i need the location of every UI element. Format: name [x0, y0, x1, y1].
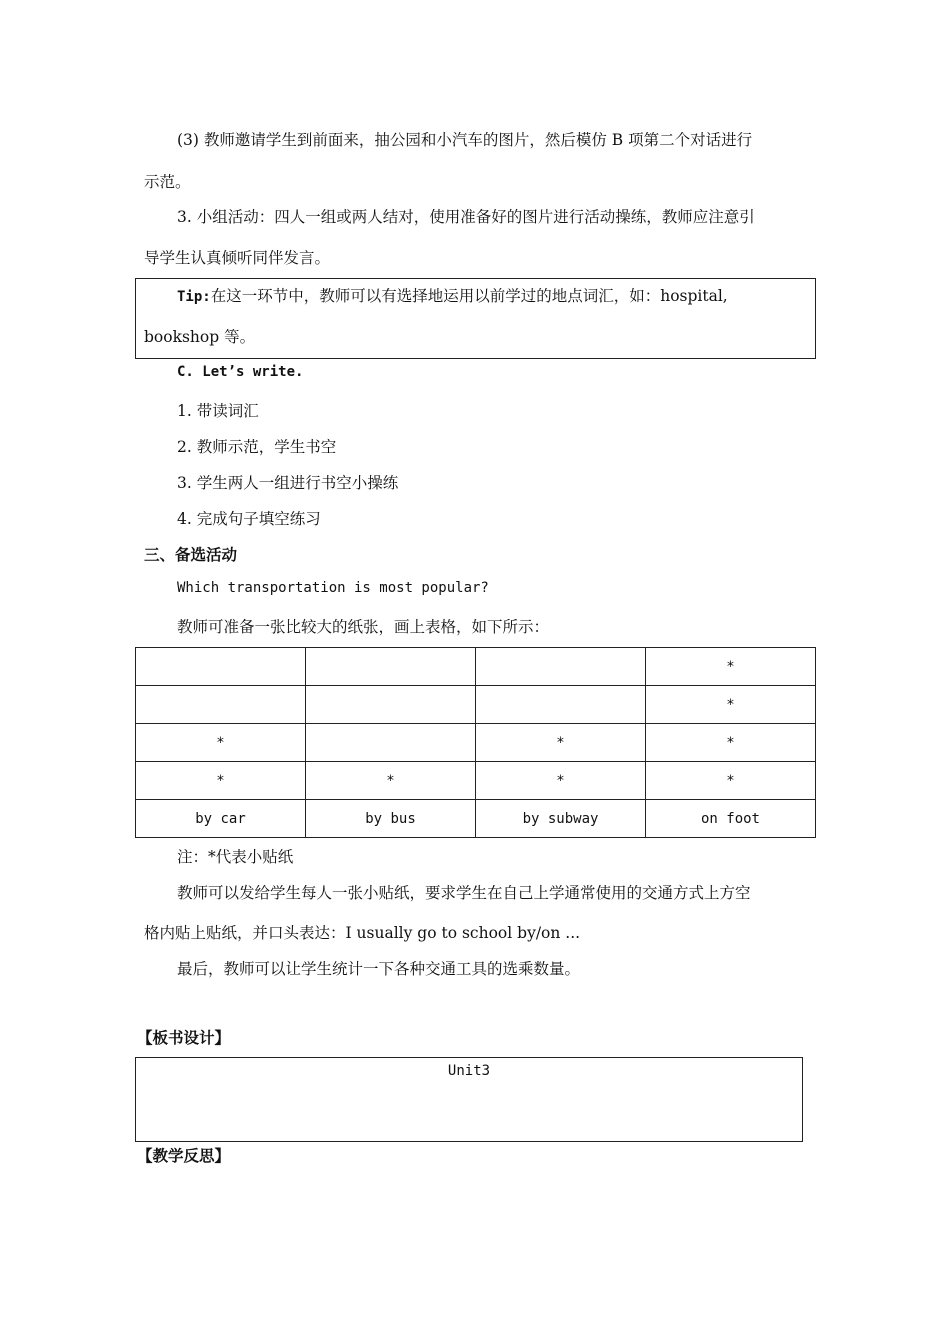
table-cell: on foot	[646, 800, 816, 838]
write-step-1: 1. 带读词汇	[177, 402, 259, 420]
paragraph-sticker-line2: 格内贴上贴纸，并口头表达：I usually go to school by/on ...	[144, 924, 581, 942]
tip-box	[135, 278, 816, 359]
table-cell: *	[476, 724, 646, 762]
table-cell	[136, 686, 306, 724]
table-row	[136, 800, 816, 838]
tip-text-line2: bookshop 等。	[144, 328, 256, 346]
table-cell	[476, 648, 646, 686]
table-cell: *	[476, 762, 646, 800]
write-step-3: 3. 学生两人一组进行书空小操练	[177, 474, 399, 492]
section-heading-optional-activity: 三、备选活动	[144, 546, 238, 564]
paragraph-teacher-demo-line1: (3) 教师邀请学生到前面来，抽公园和小汽车的图片，然后模仿 B 项第二个对话进行	[177, 131, 753, 149]
paragraph-teacher-demo-line2: 示范。	[144, 173, 191, 191]
question-line: Which transportation is most popular?	[177, 580, 489, 596]
table-cell: *	[646, 724, 816, 762]
table-row	[136, 762, 816, 800]
paragraph-sticker-line1: 教师可以发给学生每人一张小贴纸，要求学生在自己上学通常使用的交通方式上方空	[177, 884, 751, 902]
sticker-note: 注：*代表小贴纸	[177, 848, 294, 866]
tip-line1	[177, 284, 728, 306]
section-heading-board-design: 【板书设计】	[137, 1029, 231, 1047]
transportation-table	[135, 647, 816, 838]
table-cell: by bus	[306, 800, 476, 838]
table-cell: by car	[136, 800, 306, 838]
table-cell: *	[306, 762, 476, 800]
board-design-box	[135, 1057, 803, 1142]
table-cell: *	[646, 686, 816, 724]
table-cell: *	[136, 762, 306, 800]
board-title: Unit3	[447, 1063, 491, 1079]
table-intro-line: 教师可准备一张比较大的纸张，画上表格，如下所示：	[177, 618, 550, 636]
table-cell	[306, 686, 476, 724]
section-heading-reflection: 【教学反思】	[137, 1147, 231, 1165]
table-cell	[306, 724, 476, 762]
tip-label: Tip:	[177, 289, 211, 305]
table-row	[136, 648, 816, 686]
table-row	[136, 686, 816, 724]
table-cell: *	[136, 724, 306, 762]
write-step-2: 2. 教师示范，学生书空	[177, 438, 337, 456]
table-cell	[136, 648, 306, 686]
table-cell	[306, 648, 476, 686]
paragraph-group-activity-line1: 3. 小组活动：四人一组或两人结对，使用准备好的图片进行活动操练，教师应注意引	[177, 208, 755, 226]
tip-text-line1: 在这一环节中，教师可以有选择地运用以前学过的地点词汇，如：hospital,	[210, 287, 728, 305]
section-heading-lets-write: C. Let’s write.	[177, 364, 304, 380]
table-cell: *	[646, 648, 816, 686]
table-cell: *	[646, 762, 816, 800]
table-row	[136, 724, 816, 762]
write-step-4: 4. 完成句子填空练习	[177, 510, 321, 528]
paragraph-final: 最后，教师可以让学生统计一下各种交通工具的选乘数量。	[177, 960, 581, 978]
paragraph-group-activity-line2: 导学生认真倾听同伴发言。	[144, 249, 331, 267]
table-cell	[476, 686, 646, 724]
table-cell: by subway	[476, 800, 646, 838]
